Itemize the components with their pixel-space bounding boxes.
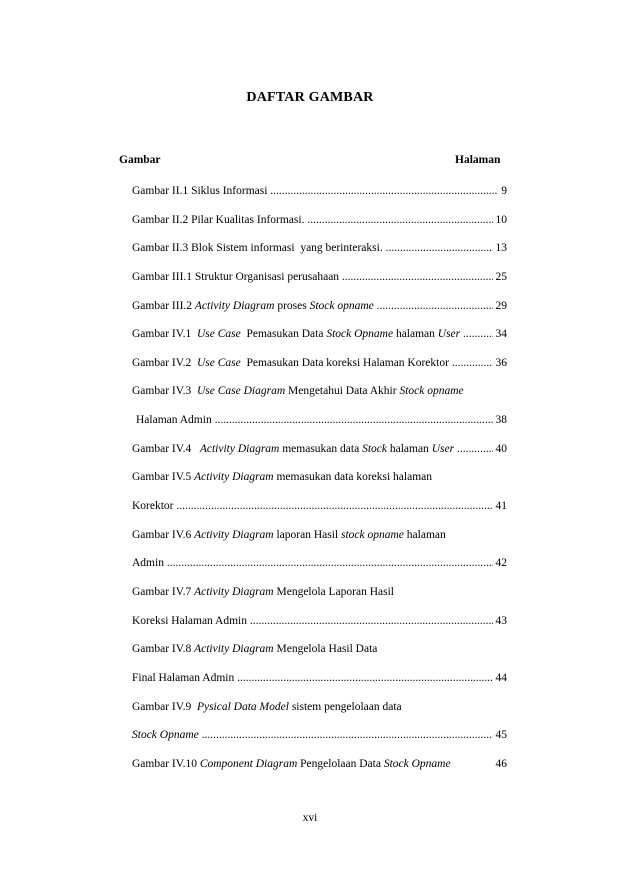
figure-caption: Gambar II.2 Pilar Kualitas Informasi. (132, 213, 305, 226)
figure-caption: Gambar IV.4 Activity Diagram memasukan data Stock halaman User (132, 442, 455, 455)
figure-list-line (132, 699, 507, 728)
figure-list-line (132, 756, 507, 785)
figure-list-line (132, 412, 507, 441)
page-ref: 46 (495, 757, 507, 770)
figure-list-line (132, 584, 507, 613)
page-title: DAFTAR GAMBAR (246, 90, 374, 105)
figure-caption: Gambar II.1 Siklus Informasi (132, 185, 268, 197)
figure-list-line (132, 183, 507, 212)
page-ref: 42 (495, 557, 507, 570)
figure-caption: Gambar IV.6 Activity Diagram laporan Hasil stock opname halaman (132, 528, 446, 541)
page-number: xvi (302, 812, 318, 824)
figure-list-line (132, 670, 507, 699)
figure-caption: Halaman Admin (136, 414, 212, 427)
figure-caption: Gambar IV.7 Activity Diagram Mengelola Laporan Hasil (132, 585, 394, 598)
figure-caption: Gambar III.1 Struktur Organisasi perusahaan (132, 270, 340, 283)
page-ref: 45 (495, 729, 507, 742)
figure-caption: Admin (132, 557, 164, 570)
dot-leader (132, 441, 493, 457)
page-ref: 13 (495, 242, 507, 255)
page-ref: 29 (495, 299, 507, 312)
page-ref: 34 (495, 328, 507, 341)
dot-leader (132, 212, 493, 228)
figure-list-line (132, 326, 507, 355)
figure-list-line (132, 212, 507, 241)
figure-caption: Gambar IV.3 Use Case Diagram Mengetahui Data Akhir Stock opname (132, 385, 464, 398)
figure-caption: Gambar II.3 Blok Sistem informasi yang berinteraksi. (132, 242, 383, 255)
figure-caption: Gambar IV.8 Activity Diagram Mengelola Hasil Data (132, 643, 378, 656)
page-ref: 38 (495, 414, 507, 427)
figure-caption: Gambar IV.9 Pysical Data Model sistem pengelolaan data (132, 700, 402, 713)
figure-list-line (132, 641, 507, 670)
dot-leader (132, 555, 493, 571)
dot-leader (132, 298, 493, 314)
figure-list-line (132, 383, 507, 412)
figure-list (132, 183, 507, 784)
figure-list-line (132, 441, 507, 470)
figure-caption: Final Halaman Admin (132, 671, 235, 684)
figure-list-line (132, 240, 507, 269)
figure-list-line (132, 527, 507, 556)
figure-caption: Korektor (132, 500, 174, 513)
figure-caption: Koreksi Halaman Admin (132, 614, 247, 627)
figure-list-line (132, 555, 507, 584)
dot-leader (132, 498, 493, 514)
dot-leader (132, 670, 493, 686)
dot-leader (132, 183, 498, 199)
page-ref: 44 (495, 671, 507, 684)
page-ref: 40 (495, 442, 507, 455)
figure-caption: Gambar IV.5 Activity Diagram memasukan data koreksi halaman (132, 471, 432, 484)
figure-list-line (132, 498, 507, 527)
figure-caption: Gambar IV.1 Use Case Pemasukan Data Stock Opname halaman User (132, 328, 461, 341)
figure-list-line (132, 469, 507, 498)
figure-list-line (132, 613, 507, 642)
dot-leader (132, 727, 493, 743)
dot-leader (132, 355, 493, 371)
figure-list-line (132, 269, 507, 298)
page-ref: 36 (495, 356, 507, 369)
page-ref: 41 (495, 500, 507, 513)
page-ref: 43 (495, 614, 507, 627)
figure-list-line (132, 727, 507, 756)
figure-list-line (132, 298, 507, 327)
column-header-gambar: Gambar (119, 154, 161, 166)
figure-caption: Gambar IV.10 Component Diagram Pengelolaan Data Stock Opname (132, 757, 451, 770)
figure-list-line (132, 355, 507, 384)
dot-leader (132, 326, 493, 342)
page-ref: 10 (495, 213, 507, 226)
dot-leader (136, 412, 493, 428)
dot-leader (132, 269, 493, 285)
dot-leader (132, 613, 493, 629)
page-ref: 9 (501, 185, 507, 197)
page-ref: 25 (495, 270, 507, 283)
figure-caption: Gambar III.2 Activity Diagram proses Stock opname (132, 299, 374, 312)
figure-caption: Stock Opname (132, 729, 199, 742)
figure-caption: Gambar IV.2 Use Case Pemasukan Data koreksi Halaman Korektor (132, 356, 449, 369)
column-header-halaman: Halaman (455, 154, 501, 166)
dot-leader (132, 240, 493, 256)
